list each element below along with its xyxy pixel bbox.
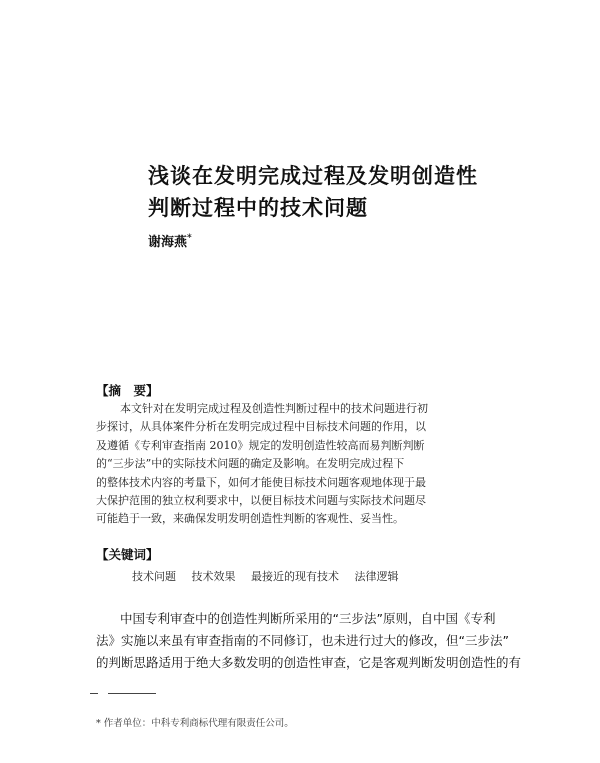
footnote: * 作者单位：中科专利商标代理有限责任公司。 [96,718,294,729]
body-line: 的判断思路适用于绝大多数发明的创造性审查，它是客观判断发明创造性的有 [96,655,522,670]
keyword-item: 最接近的现有技术 [251,570,339,583]
abstract-line: 可能趋于一致，来确保发明发明创造性判断的客观性、妥当性。 [96,512,404,526]
body-line: 中国专利审查中的创造性判断所采用的“三步法”原则，自中国《专利 [120,611,496,626]
author [148,231,192,250]
paper-title-line-1: 浅谈在发明完成过程及发明创造性 [148,164,478,188]
body-paragraph [96,608,536,674]
keywords-label: 【关键词】 [96,547,159,562]
footnote-rule [108,693,156,694]
keyword-item: 技术问题 [132,570,176,583]
paper-title-line-2: 判断过程中的技术问题 [148,196,368,220]
abstract-line: 大保护范围的独立权利要求中，以便目标技术问题与实际技术问题尽 [96,494,426,508]
abstract-line: 步探讨，从具体案件分析在发明完成过程中目标技术问题的作用，以 [96,420,426,434]
abstract-line: 本文针对在发明完成过程及创造性判断过程中的技术问题进行初 [120,402,428,415]
footnote-rule-short [90,693,98,694]
keywords-list [132,568,411,584]
author-footnote-mark: * [187,233,192,244]
keyword-item: 法律逻辑 [354,570,399,583]
abstract-line: 的“三步法”中的实际技术问题的确定及影响。在发明完成过程下 [96,457,405,471]
author-name: 谢海燕 [148,235,188,250]
abstract-body [96,400,512,529]
keyword-item: 技术效果 [191,570,236,583]
abstract-line: 及遵循《专利审查指南 2010》规定的发明创造性较高而易判断判断 [96,438,425,452]
abstract-label: 【摘 要】 [96,383,159,398]
abstract-line: 的整体技术内容的考量下，如何才能使目标技术问题客观地体现于最 [96,475,426,489]
body-line: 法》实施以来虽有审查指南的不同修订，也未进行过大的修改，但“三步法” [96,633,509,648]
